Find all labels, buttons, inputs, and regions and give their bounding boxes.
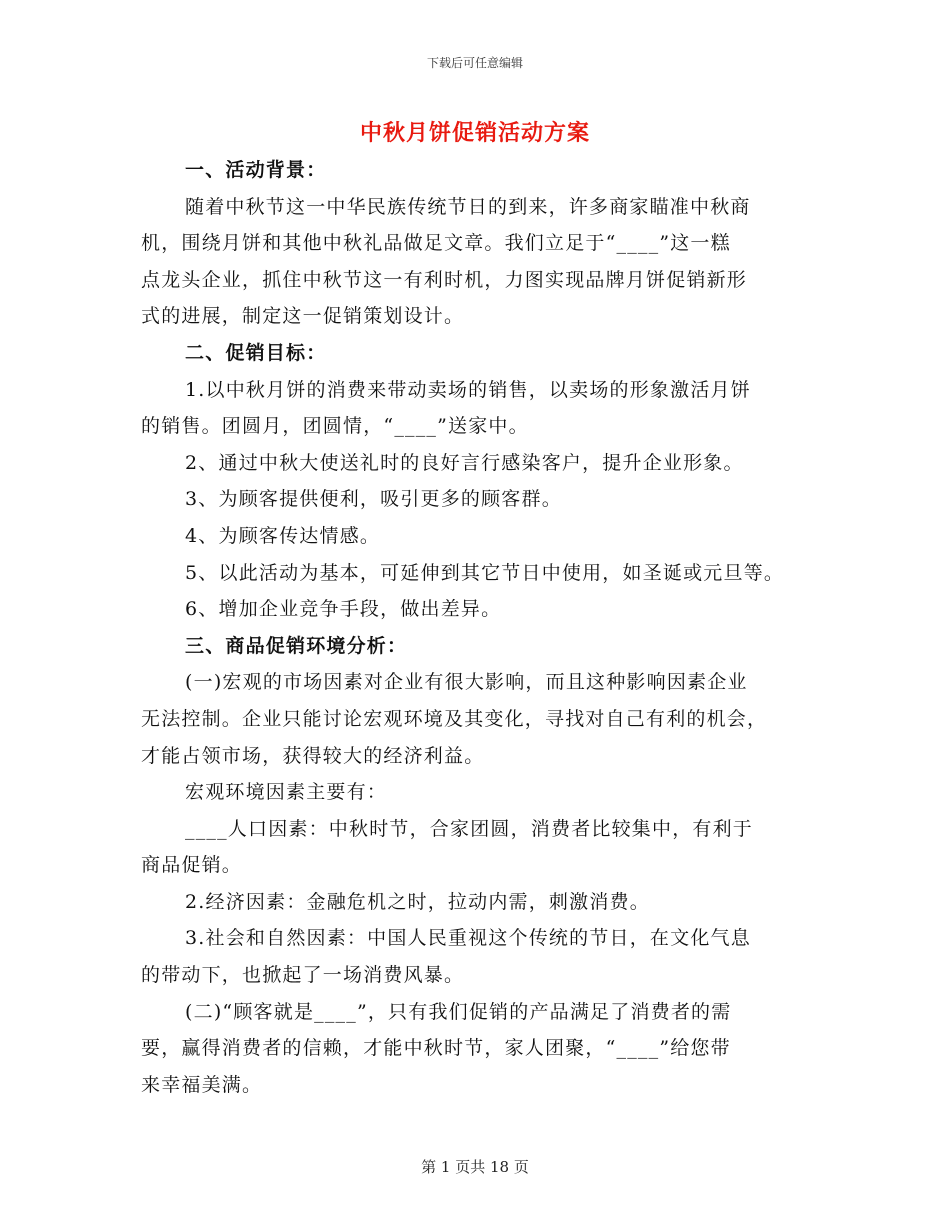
page-footer: 第 1 页共 18 页 xyxy=(421,1158,529,1176)
section-heading: 三、商品促销环境分析： xyxy=(185,634,408,657)
text-line: 才能占领市场，获得较大的经济利益。 xyxy=(141,744,485,767)
text-line: 随着中秋节这一中华民族传统节日的到来，许多商家瞄准中秋商 xyxy=(185,195,751,218)
document-body xyxy=(141,152,806,1103)
header-note: 下载后可任意编辑 xyxy=(426,56,523,70)
text-line: 宏观环境因素主要有： xyxy=(185,781,388,804)
text-line: 来幸福美满。 xyxy=(141,1073,263,1096)
section-heading: 二、促销目标： xyxy=(185,341,327,364)
document-title: 中秋月饼促销活动方案 xyxy=(359,120,590,146)
text-line: 4、为顾客传达情感。 xyxy=(185,524,381,547)
text-line: 的销售。团圆月，团圆情，“____”送家中。 xyxy=(141,415,529,438)
section-heading: 一、活动背景： xyxy=(185,159,327,181)
text-line: (一)宏观的市场因素对企业有很大影响，而且这种影响因素企业 xyxy=(185,671,748,694)
text-line: (二)“顾客就是____”，只有我们促销的产品满足了消费者的需 xyxy=(185,1000,732,1023)
text-line: 3、为顾客提供便利，吸引更多的顾客群。 xyxy=(185,488,562,511)
text-line: 6、增加企业竞争手段，做出差异。 xyxy=(185,598,502,621)
text-line: 机，围绕月饼和其他中秋礼品做足文章。我们立足于“____”这一糕 xyxy=(141,232,731,255)
text-line: 商品促销。 xyxy=(141,854,243,877)
text-line: 2.经济因素：金融危机之时，拉动内需，刺激消费。 xyxy=(185,890,650,913)
text-line: 2、通过中秋大使送礼时的良好言行感染客户，提升企业形象。 xyxy=(185,451,744,474)
text-line: 无法控制。企业只能讨论宏观环境及其变化，寻找对自己有利的机会， xyxy=(141,707,768,730)
text-line: 5、以此活动为基本，可延伸到其它节日中使用，如圣诞或元旦等。 xyxy=(185,561,785,584)
text-line: ____人口因素：中秋时节，合家团圆，消费者比较集中，有利于 xyxy=(185,817,754,840)
text-line: 3.社会和自然因素：中国人民重视这个传统的节日，在文化气息 xyxy=(185,927,751,950)
text-line: 点龙头企业，抓住中秋节这一有利时机，力图实现品牌月饼促销新形 xyxy=(141,268,748,291)
text-line: 要，赢得消费者的信赖，才能中秋时节，家人团聚，“____”给您带 xyxy=(141,1037,731,1060)
text-line: 1.以中秋月饼的消费来带动卖场的销售，以卖场的形象激活月饼 xyxy=(185,378,751,401)
text-line: 式的进展，制定这一促销策划设计。 xyxy=(141,305,465,328)
text-line: 的带动下，也掀起了一场消费风暴。 xyxy=(141,964,465,987)
